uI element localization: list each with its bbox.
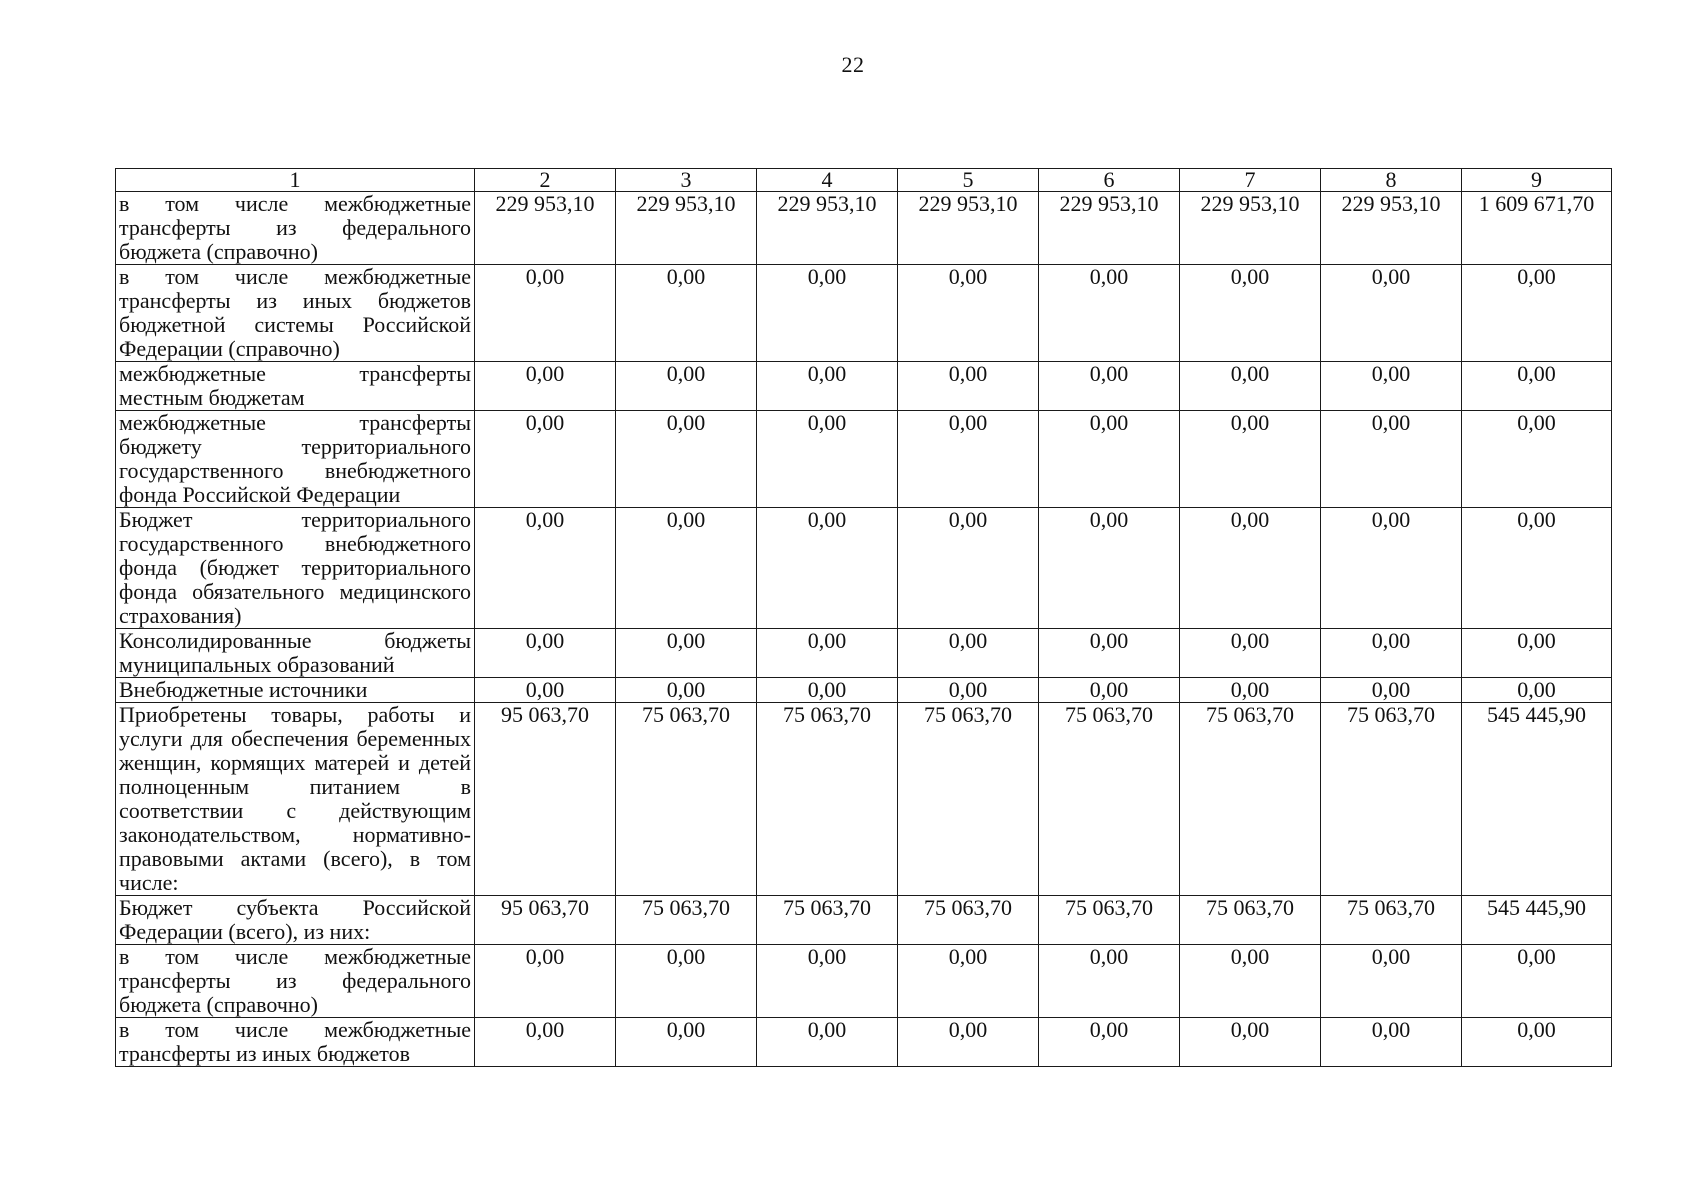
value-cell: 75 063,70: [1039, 896, 1180, 945]
value-cell: 0,00: [616, 411, 757, 508]
value-cell: 0,00: [475, 629, 616, 678]
row-label: в том числе межбюджетные трансферты из федерального бюджета (справочно): [116, 192, 475, 265]
value-cell: 0,00: [1321, 508, 1462, 629]
value-cell: 0,00: [1180, 1018, 1321, 1067]
value-cell: 75 063,70: [898, 703, 1039, 896]
table-row: [116, 896, 1612, 945]
value-cell: 0,00: [757, 362, 898, 411]
value-cell: 95 063,70: [475, 703, 616, 896]
row-label: Бюджет субъекта Российской Федерации (всего), из них:: [116, 896, 475, 945]
row-label: межбюджетные трансферты бюджету территориального государственного внебюджетного фонда Российской Федерации: [116, 411, 475, 508]
value-cell: 75 063,70: [1039, 703, 1180, 896]
value-cell: 0,00: [616, 678, 757, 703]
value-cell: 0,00: [757, 508, 898, 629]
value-cell: 0,00: [1039, 678, 1180, 703]
value-cell: 0,00: [1321, 1018, 1462, 1067]
value-cell: 0,00: [1180, 629, 1321, 678]
table-row: [116, 629, 1612, 678]
table-row: [116, 678, 1612, 703]
value-cell: 0,00: [1321, 411, 1462, 508]
table-row: [116, 411, 1612, 508]
value-cell: 75 063,70: [616, 896, 757, 945]
value-cell: 0,00: [1180, 362, 1321, 411]
value-cell: 75 063,70: [757, 896, 898, 945]
value-cell: 75 063,70: [1180, 896, 1321, 945]
value-cell: 0,00: [757, 945, 898, 1018]
table-row: [116, 508, 1612, 629]
value-cell: 0,00: [898, 362, 1039, 411]
column-header: 6: [1039, 169, 1180, 192]
row-label: межбюджетные трансферты местным бюджетам: [116, 362, 475, 411]
row-label: в том числе межбюджетные трансферты из иных бюджетов: [116, 1018, 475, 1067]
value-cell: 0,00: [898, 678, 1039, 703]
value-cell: 0,00: [1462, 265, 1612, 362]
row-label: Консолидированные бюджеты муниципальных образований: [116, 629, 475, 678]
budget-table: [115, 168, 1612, 1067]
value-cell: 0,00: [1180, 678, 1321, 703]
value-cell: 0,00: [757, 265, 898, 362]
column-header: 7: [1180, 169, 1321, 192]
row-label: в том числе межбюджетные трансферты из иных бюджетов бюджетной системы Российской Федерации (справочно): [116, 265, 475, 362]
table-row: [116, 192, 1612, 265]
table-row: [116, 945, 1612, 1018]
value-cell: 0,00: [757, 1018, 898, 1067]
value-cell: 0,00: [616, 945, 757, 1018]
header-row: [116, 169, 1612, 192]
value-cell: 0,00: [616, 508, 757, 629]
value-cell: 75 063,70: [898, 896, 1039, 945]
value-cell: 0,00: [616, 629, 757, 678]
value-cell: 0,00: [616, 1018, 757, 1067]
value-cell: 0,00: [475, 265, 616, 362]
value-cell: 75 063,70: [1321, 896, 1462, 945]
value-cell: 0,00: [757, 678, 898, 703]
value-cell: 0,00: [1462, 629, 1612, 678]
value-cell: 545 445,90: [1462, 896, 1612, 945]
value-cell: 0,00: [898, 629, 1039, 678]
value-cell: 0,00: [1321, 265, 1462, 362]
column-header: 8: [1321, 169, 1462, 192]
value-cell: 0,00: [1462, 508, 1612, 629]
value-cell: 0,00: [475, 945, 616, 1018]
value-cell: 0,00: [475, 411, 616, 508]
value-cell: 0,00: [898, 411, 1039, 508]
row-label: Приобретены товары, работы и услуги для обеспечения беременных женщин, кормящих матерей и детей полноценным питанием в соответствии с действующим законодательством, нормативно-правовыми актами (всего), в том числе:: [116, 703, 475, 896]
value-cell: 1 609 671,70: [1462, 192, 1612, 265]
value-cell: 0,00: [1321, 362, 1462, 411]
value-cell: 0,00: [475, 508, 616, 629]
value-cell: 0,00: [757, 411, 898, 508]
value-cell: 0,00: [898, 265, 1039, 362]
value-cell: 229 953,10: [757, 192, 898, 265]
value-cell: 0,00: [1039, 945, 1180, 1018]
value-cell: 0,00: [1462, 678, 1612, 703]
value-cell: 0,00: [1039, 508, 1180, 629]
value-cell: 0,00: [616, 265, 757, 362]
value-cell: 75 063,70: [1180, 703, 1321, 896]
value-cell: 75 063,70: [757, 703, 898, 896]
value-cell: 0,00: [1180, 411, 1321, 508]
value-cell: 0,00: [1039, 265, 1180, 362]
value-cell: 229 953,10: [1039, 192, 1180, 265]
value-cell: 229 953,10: [1321, 192, 1462, 265]
value-cell: 229 953,10: [898, 192, 1039, 265]
table-row: [116, 362, 1612, 411]
row-label: Бюджет территориального государственного внебюджетного фонда (бюджет территориального фонда обязательного медицинского страхования): [116, 508, 475, 629]
value-cell: 0,00: [1462, 362, 1612, 411]
table-row: [116, 265, 1612, 362]
value-cell: 545 445,90: [1462, 703, 1612, 896]
value-cell: 0,00: [1321, 678, 1462, 703]
value-cell: 229 953,10: [475, 192, 616, 265]
value-cell: 0,00: [1462, 1018, 1612, 1067]
value-cell: 0,00: [475, 362, 616, 411]
value-cell: 95 063,70: [475, 896, 616, 945]
value-cell: 0,00: [898, 945, 1039, 1018]
value-cell: 0,00: [1039, 629, 1180, 678]
value-cell: 0,00: [475, 678, 616, 703]
column-header: 1: [116, 169, 475, 192]
value-cell: 75 063,70: [1321, 703, 1462, 896]
value-cell: 229 953,10: [616, 192, 757, 265]
value-cell: 0,00: [1462, 945, 1612, 1018]
column-header: 9: [1462, 169, 1612, 192]
table-row: [116, 1018, 1612, 1067]
value-cell: 0,00: [1039, 362, 1180, 411]
value-cell: 0,00: [616, 362, 757, 411]
value-cell: 0,00: [1039, 411, 1180, 508]
value-cell: 0,00: [898, 1018, 1039, 1067]
value-cell: 0,00: [1462, 411, 1612, 508]
column-header: 2: [475, 169, 616, 192]
column-header: 3: [616, 169, 757, 192]
table-row: [116, 703, 1612, 896]
value-cell: 229 953,10: [1180, 192, 1321, 265]
value-cell: 0,00: [1180, 265, 1321, 362]
value-cell: 0,00: [475, 1018, 616, 1067]
row-label: Внебюджетные источники: [116, 678, 475, 703]
column-header: 5: [898, 169, 1039, 192]
value-cell: 75 063,70: [616, 703, 757, 896]
row-label: в том числе межбюджетные трансферты из федерального бюджета (справочно): [116, 945, 475, 1018]
value-cell: 0,00: [1321, 945, 1462, 1018]
value-cell: 0,00: [1180, 508, 1321, 629]
page-number: 22: [841, 52, 865, 77]
value-cell: 0,00: [898, 508, 1039, 629]
value-cell: 0,00: [1039, 1018, 1180, 1067]
value-cell: 0,00: [757, 629, 898, 678]
value-cell: 0,00: [1180, 945, 1321, 1018]
column-header: 4: [757, 169, 898, 192]
value-cell: 0,00: [1321, 629, 1462, 678]
